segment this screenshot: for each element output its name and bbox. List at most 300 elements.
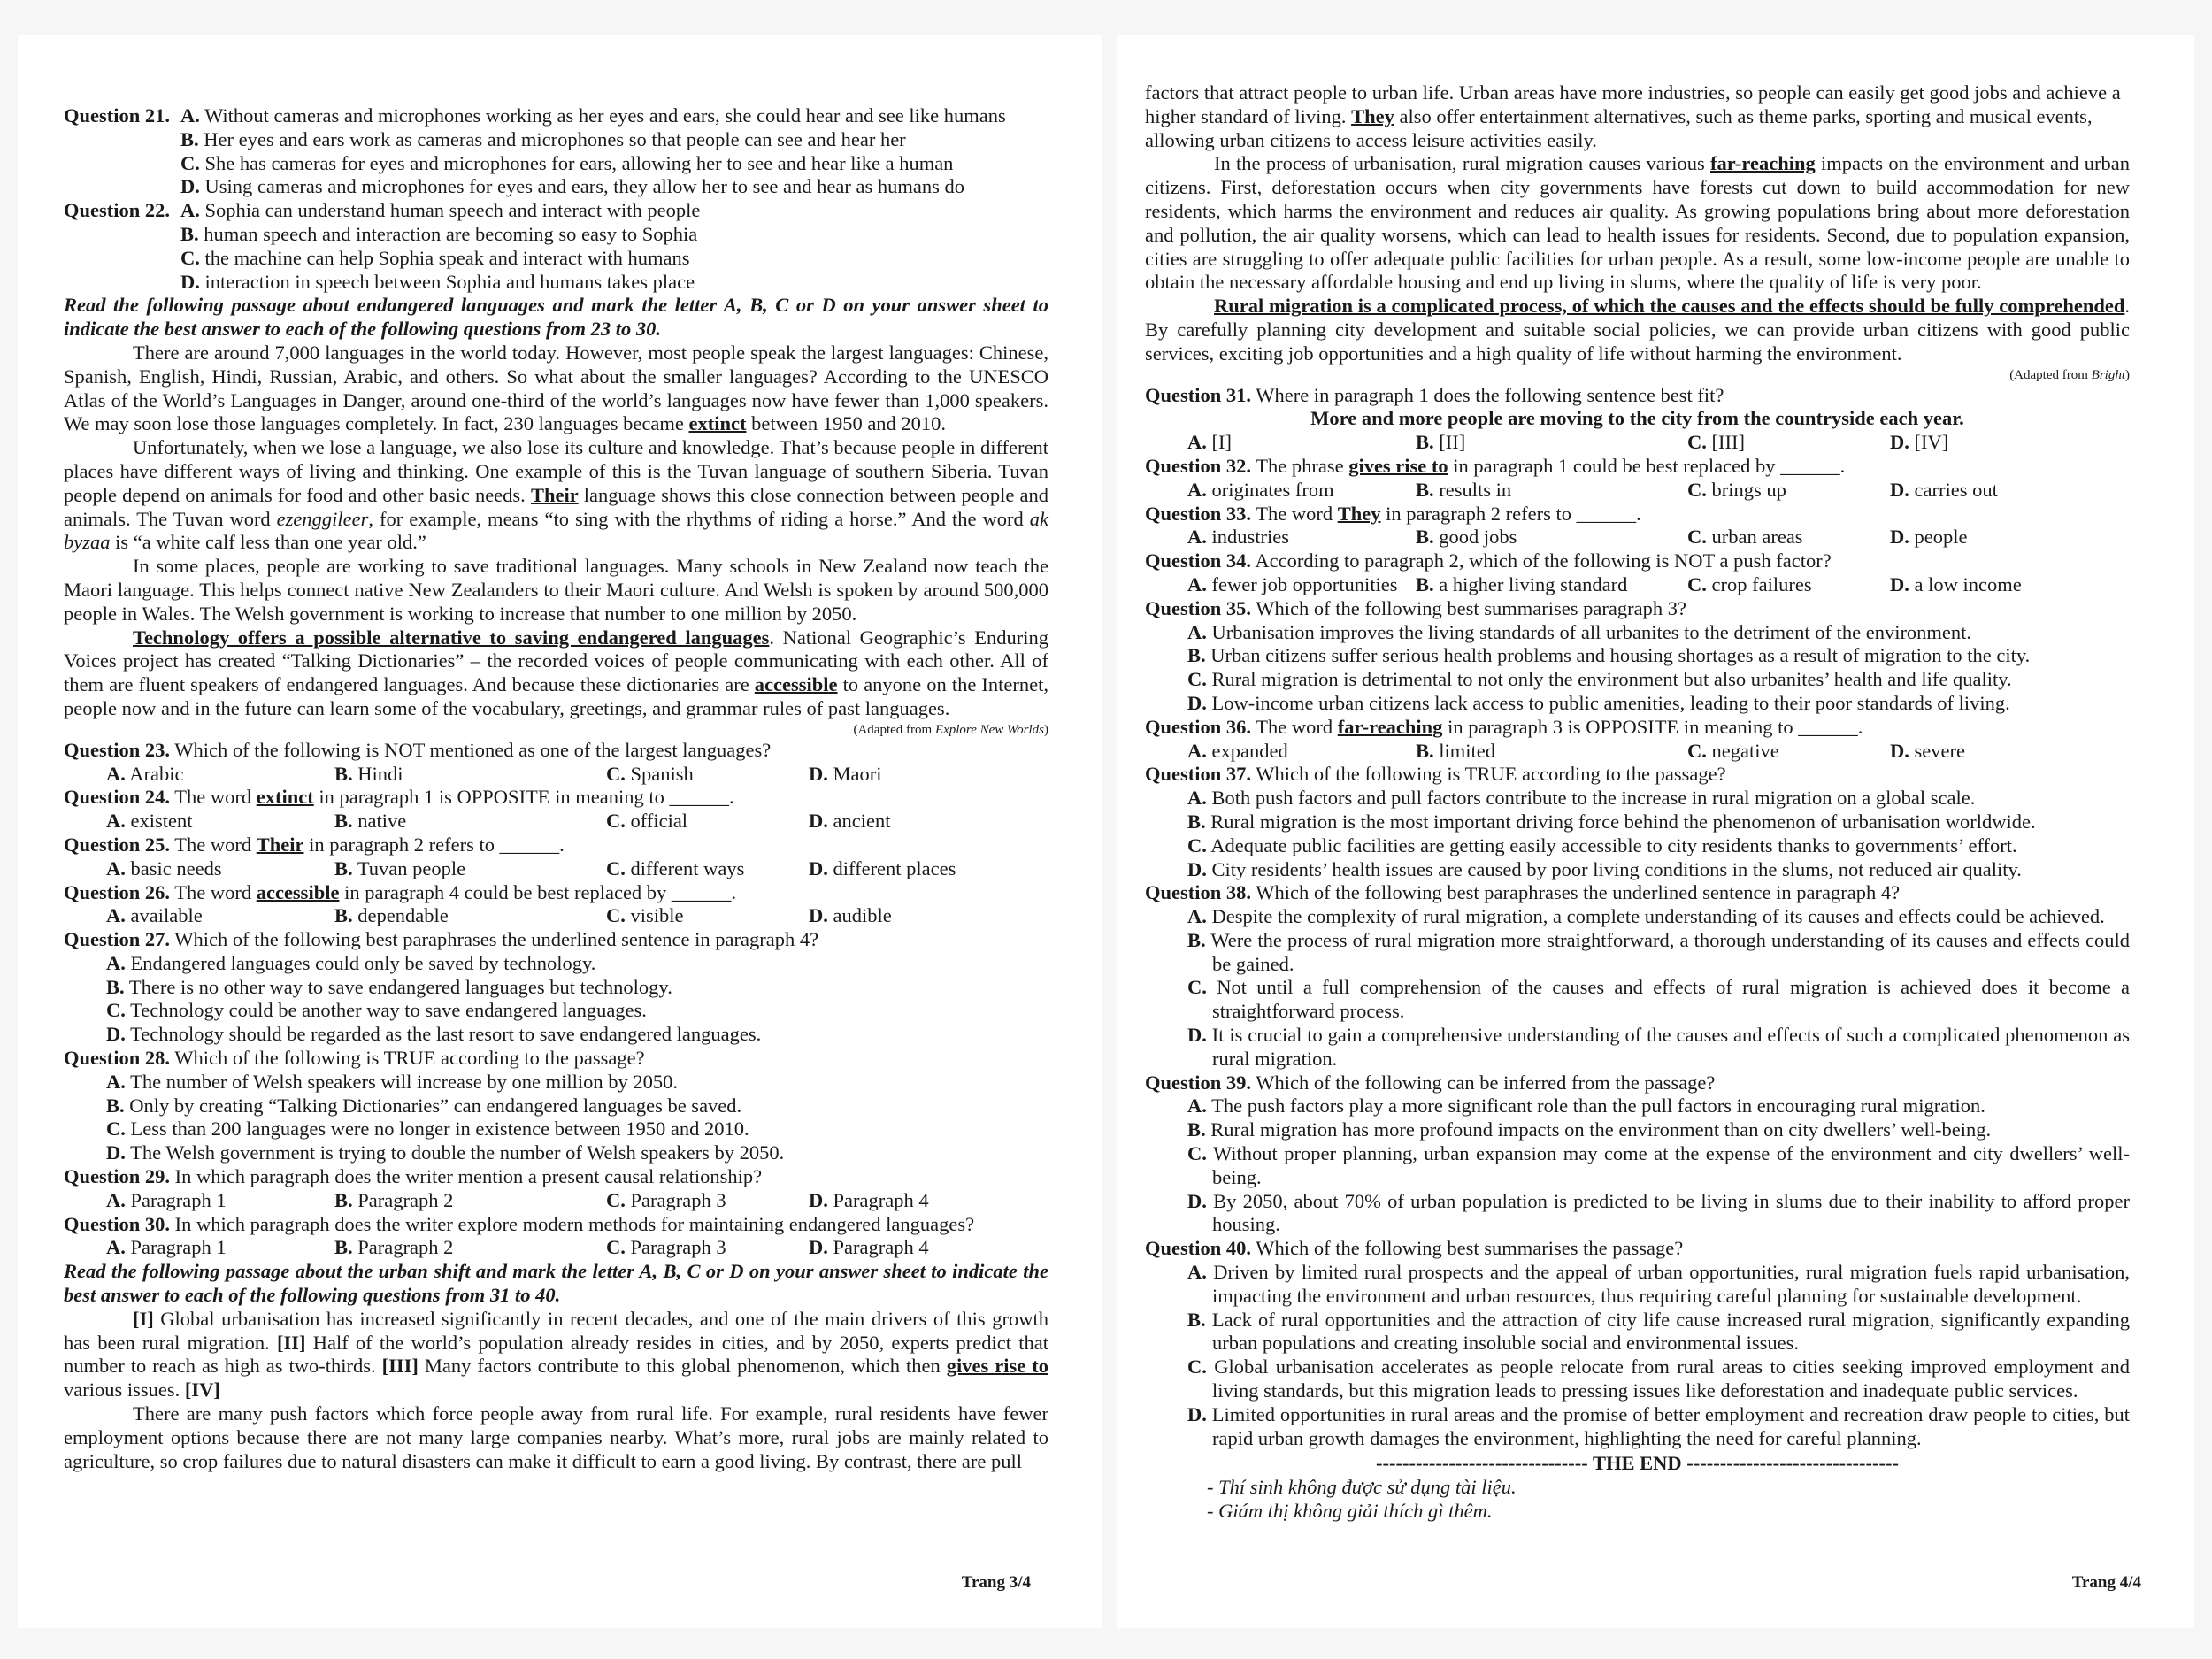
option-text: different places	[833, 856, 956, 879]
answer-options	[1145, 787, 2130, 881]
italic-term: ezenggileer	[276, 507, 369, 530]
bold-marker: [I]	[133, 1307, 154, 1330]
option-letter: A.	[1187, 478, 1207, 501]
underlined-keyword: They	[1337, 502, 1381, 525]
option-text: different ways	[630, 856, 745, 879]
answer-options	[64, 952, 1048, 1047]
question-stem	[1145, 1071, 2130, 1095]
answer-option	[1687, 479, 1786, 503]
option-text: Paragraph 4	[833, 1236, 929, 1259]
option-letter: A.	[106, 904, 126, 927]
option-letter: B.	[334, 904, 353, 927]
answer-option	[1145, 1356, 2130, 1403]
answer-option	[809, 904, 892, 928]
question-label: Question 29.	[64, 1165, 171, 1188]
option-text: The push factors play a more significant role than the pull factors in encouraging rural migration.	[1211, 1094, 1985, 1118]
option-letter: D.	[1187, 1189, 1207, 1212]
answer-option	[106, 904, 203, 928]
answer-option	[1145, 1190, 2130, 1238]
answer-option	[1187, 479, 1334, 503]
text-run: According to paragraph 2, which of the following is NOT a push factor?	[1251, 549, 1832, 572]
answer-options	[1145, 479, 2130, 503]
option-text: Her eyes and ears work as cameras and microphones so that people can see and hear her	[204, 127, 906, 150]
answer-option	[1416, 740, 1495, 764]
question-label: Question 38.	[1145, 881, 1252, 904]
text-run: Which of the following best paraphrases the underlined sentence in paragraph 4?	[170, 928, 819, 951]
option-letter: B.	[1416, 478, 1434, 501]
option-letter: A.	[180, 199, 200, 222]
option-text: Paragraph 4	[833, 1188, 929, 1211]
option-text: interaction in speech between Sophia and humans takes place	[204, 270, 695, 293]
option-text: Driven by limited rural prospects and the appeal of urban opportunities, rural migration fuels rapid urbanisation, impacting the environment and urban resources, thus requiring careful planning for sustainable development.	[1212, 1261, 2130, 1307]
option-text: crop failures	[1711, 572, 1812, 595]
option-text: Technology could be another way to save endangered languages.	[130, 999, 647, 1022]
option-letter: D.	[1890, 526, 1909, 549]
text-run: Which of the following can be inferred from the passage?	[1251, 1071, 1716, 1094]
option-text: limited	[1439, 739, 1496, 762]
answer-options	[64, 904, 1048, 928]
question-stem	[64, 833, 1048, 857]
answer-option	[1145, 929, 2130, 977]
option-text: Endangered languages could only be saved by technology.	[130, 951, 596, 974]
answer-options	[1145, 621, 2130, 716]
passage-paragraph	[64, 342, 1048, 436]
option-text: Paragraph 3	[630, 1188, 726, 1211]
option-text: dependable	[357, 904, 449, 927]
text-run: Which of the following is NOT mentioned as one of the largest languages?	[170, 738, 772, 761]
answer-options	[64, 857, 1048, 881]
underlined-keyword: Their	[530, 483, 579, 506]
answer-option	[1687, 526, 1803, 549]
answer-option	[1187, 526, 1289, 549]
question-label: Question 26.	[64, 880, 171, 903]
option-letter: C.	[606, 1236, 626, 1259]
option-text: existent	[130, 810, 193, 833]
question-label: Question 34.	[1145, 549, 1252, 572]
text-run: - Thí sinh không được sử dụng tài liệu.	[1207, 1476, 1517, 1499]
option-text: The number of Welsh speakers will increase by one million by 2050.	[130, 1070, 678, 1093]
option-letter: C.	[1687, 526, 1707, 549]
answer-option	[1145, 1403, 2130, 1451]
page-number: Trang 3/4	[961, 1573, 1031, 1592]
option-text: expanded	[1211, 739, 1288, 762]
answer-options	[1145, 905, 2130, 1071]
text-run: in paragraph 3 is OPPOSITE in meaning to ______.	[1442, 715, 1863, 738]
answer-option	[106, 1189, 227, 1213]
text-run: various issues.	[64, 1379, 185, 1402]
answer-option	[1890, 526, 1967, 549]
option-text: a higher living standard	[1439, 572, 1628, 595]
option-letter: A.	[1187, 620, 1207, 643]
option-text: Urban citizens suffer serious health problems and housing shortages as a result of migration to the city.	[1210, 644, 2031, 667]
option-text: originates from	[1211, 478, 1334, 501]
answer-option	[64, 104, 1048, 128]
answer-option	[64, 1023, 1048, 1047]
option-letter: D.	[1187, 1024, 1207, 1047]
option-letter: A.	[106, 951, 126, 974]
option-letter: A.	[1187, 572, 1207, 595]
text-run: Unfortunately, when we lose a language, we also lose its culture and knowledge. That’s because people in different places have different ways of living and thinking. One example of this is the Tuvan language of southern Siberia. Tuvan people depend on animals for food and other basic needs.	[64, 436, 1048, 506]
option-text: Were the process of rural migration more straightforward, a thorough understanding of its causes and effects could be gained.	[1210, 928, 2131, 975]
option-letter: B.	[334, 1236, 353, 1259]
question-label: Question 31.	[1145, 383, 1252, 406]
text-run: in paragraph 4 could be best replaced by ______.	[339, 880, 737, 903]
option-letter: B.	[334, 762, 353, 785]
option-text: Both push factors and pull factors contribute to the increase in rural migration on a global scale.	[1211, 787, 1976, 810]
option-text: Global urbanisation accelerates as people relocate from rural areas to cities seeking improved employment and living standards, but this migration leads to pressing issues like deforestation and inadequate public services.	[1212, 1356, 2131, 1402]
text-run: - Giám thị không giải thích gì thêm.	[1207, 1500, 1493, 1523]
answer-option	[1145, 1261, 2130, 1309]
option-text: Urbanisation improves the living standards of all urbanites to the detriment of the environment.	[1211, 620, 1972, 643]
answer-option	[1145, 834, 2130, 858]
answer-option	[106, 810, 192, 833]
option-text: Rural migration is the most important driving force behind the phenomenon of urbanisation worldwide.	[1210, 810, 2036, 833]
option-letter: A.	[1187, 905, 1207, 928]
option-letter: C.	[606, 856, 626, 879]
option-text: urban areas	[1711, 526, 1803, 549]
text-run: Which of the following is TRUE according to the passage?	[170, 1047, 645, 1070]
text-run: The word	[170, 880, 257, 903]
answer-option	[606, 857, 744, 881]
answer-option	[809, 763, 882, 787]
question-label: Question 32.	[1145, 454, 1252, 477]
option-letter: A.	[1187, 787, 1207, 810]
option-letter: B.	[1187, 928, 1206, 951]
the-end-line	[1145, 1452, 2130, 1476]
question-label: Question 23.	[64, 738, 171, 761]
option-text: [IV]	[1914, 431, 1949, 454]
passage-paragraph	[64, 555, 1048, 626]
text-run: Which of the following best summarises the passage?	[1251, 1237, 1684, 1260]
question-label: Question 39.	[1145, 1071, 1252, 1094]
option-letter: A.	[1187, 431, 1207, 454]
option-text: Paragraph 2	[357, 1236, 454, 1259]
option-letter: C.	[606, 904, 626, 927]
underlined-keyword: far-reaching	[1710, 152, 1816, 175]
option-text: Paragraph 1	[130, 1188, 227, 1211]
bold-marker: [III]	[381, 1355, 419, 1378]
option-text: Technology should be regarded as the last resort to save endangered languages.	[130, 1023, 762, 1046]
option-text: Tuvan people	[357, 856, 466, 879]
option-text: available	[130, 904, 203, 927]
answer-option	[1187, 431, 1232, 455]
answer-option	[1890, 431, 1948, 455]
answer-option	[64, 976, 1048, 1000]
page-content	[1145, 81, 2130, 1524]
text-run: In which paragraph does the writer explore modern methods for maintaining endangered languages?	[170, 1212, 975, 1235]
option-text: people	[1914, 526, 1968, 549]
option-text: City residents’ health issues are caused by poor living conditions in the slums, not reduced air quality.	[1211, 857, 2022, 880]
option-letter: A.	[106, 1236, 126, 1259]
answer-option	[1890, 479, 1998, 503]
option-text: Lack of rural opportunities and the attraction of city life cause increased rural migration, significantly expanding urban populations and creating insoluble social and environmental issues.	[1211, 1308, 2131, 1355]
answer-option	[64, 1071, 1048, 1094]
answer-option	[1145, 1309, 2130, 1356]
answer-option	[64, 999, 1048, 1023]
answer-option	[64, 1141, 1048, 1165]
question-label: Question 35.	[1145, 596, 1252, 619]
answer-option	[1890, 740, 1965, 764]
option-text: Hindi	[357, 762, 403, 785]
option-text: Maori	[833, 762, 882, 785]
italic-term: Bright	[2091, 367, 2125, 382]
text-run: The phrase	[1251, 454, 1349, 477]
answer-option	[606, 904, 684, 928]
answer-option	[64, 247, 1048, 271]
option-text: audible	[833, 904, 892, 927]
answer-option	[64, 952, 1048, 976]
option-text: official	[630, 810, 688, 833]
text-run: )	[1044, 722, 1048, 737]
underlined-keyword: Technology offers a possible alternative to saving endangered languages	[133, 626, 770, 649]
option-letter: C.	[1687, 572, 1707, 595]
option-letter: B.	[334, 856, 353, 879]
exam-note	[1145, 1476, 2130, 1500]
question-stem	[1145, 455, 2130, 479]
option-text: basic needs	[130, 856, 222, 879]
answer-option	[334, 1236, 453, 1260]
text-run: Many factors contribute to this global phenomenon, which then	[418, 1355, 947, 1378]
option-letter: C.	[1187, 976, 1207, 999]
text-run: impacts on the environment and urban citizens. First, deforestation occurs when city governments have forests cut down to build accommodation for new residents, which harms the environment and reduces air quality. As growing populations bring about more deforestation and pollution, the air quality worsens, which can lead to health issues for residents. Second, due to population expansion, cities are struggling to offer adequate public facilities for urban people. As a result, some low-income people are unable to obtain the necessary affordable housing and end up living in slums, where the quality of life is very poor.	[1145, 152, 2131, 294]
underlined-keyword: extinct	[256, 786, 314, 809]
italic-term: Explore New Worlds	[934, 722, 1044, 737]
answer-option	[64, 1094, 1048, 1118]
instructions	[64, 294, 1048, 342]
text-run: Read the following passage about the urban shift and mark the letter A, B, C or D on your answer sheet to indicate the best answer to each of the following questions from 31 to 40.	[64, 1260, 1048, 1307]
option-letter: D.	[180, 175, 200, 198]
answer-options	[1145, 1261, 2130, 1450]
answer-option	[64, 175, 1048, 199]
question-stem	[64, 1047, 1048, 1071]
text-run: Global urbanisation has increased significantly in recent decades, and one of the main drivers of this growth has been rural migration.	[64, 1307, 1048, 1354]
option-letter: B.	[1187, 1308, 1206, 1331]
answer-option	[1145, 787, 2130, 810]
answer-option	[106, 857, 222, 881]
answer-option	[1145, 1142, 2130, 1190]
text-run: Where in paragraph 1 does the following sentence best fit?	[1251, 383, 1724, 406]
answer-option	[1145, 621, 2130, 645]
page-number: Trang 4/4	[2071, 1573, 2141, 1592]
question-label: Question 24.	[64, 786, 171, 809]
option-text: human speech and interaction are becoming so easy to Sophia	[204, 222, 698, 245]
option-text: good jobs	[1439, 526, 1517, 549]
option-letter: A.	[1187, 1094, 1207, 1118]
option-letter: A.	[106, 762, 126, 785]
answer-option	[1187, 740, 1288, 764]
underlined-keyword: extinct	[688, 412, 747, 435]
text-run: Read the following passage about endangered languages and mark the letter A, B, C or D on your answer sheet to indicate the best answer to each of the following questions from 23 to 30.	[64, 294, 1048, 341]
question-stem	[64, 786, 1048, 810]
option-text: Paragraph 1	[130, 1236, 227, 1259]
answer-option	[64, 223, 1048, 247]
bold-marker: [II]	[276, 1331, 306, 1354]
bold-marker: [IV]	[184, 1379, 220, 1402]
option-text: fewer job opportunities	[1211, 572, 1398, 595]
answer-option	[606, 1236, 726, 1260]
option-text: [II]	[1439, 431, 1466, 454]
option-letter: A.	[180, 104, 200, 127]
question-stem	[64, 739, 1048, 763]
option-text: Without cameras and microphones working as her eyes and ears, she could hear and see like humans	[204, 104, 1006, 127]
text-run: in paragraph 1 could be best replaced by ______.	[1448, 454, 1846, 477]
inserted-sentence	[1145, 407, 2130, 431]
option-letter: B.	[1187, 810, 1206, 833]
answer-options	[1145, 1094, 2130, 1237]
option-letter: C.	[1687, 431, 1707, 454]
option-letter: A.	[1187, 739, 1207, 762]
answer-option	[1687, 740, 1779, 764]
option-text: Without proper planning, urban expansion may come at the expense of the environment and city dwellers’ well-being.	[1212, 1142, 2131, 1188]
answer-option	[1890, 573, 2022, 597]
option-letter: D.	[809, 1188, 828, 1211]
text-run: The word	[1251, 715, 1338, 738]
option-text: industries	[1211, 526, 1289, 549]
option-text: the machine can help Sophia speak and interact with humans	[204, 246, 690, 269]
option-letter: D.	[1187, 1402, 1207, 1425]
question-label: Question 36.	[1145, 715, 1252, 738]
answer-options	[1145, 740, 2130, 764]
option-text: brings up	[1711, 478, 1786, 501]
text-run: language shows this close connection between people and animals. The Tuvan word	[64, 483, 1049, 530]
option-text: It is crucial to gain a comprehensive understanding of the causes and effects of such a complicated phenomenon as rural migration.	[1211, 1024, 2131, 1070]
underlined-keyword: gives rise to	[1348, 454, 1448, 477]
question-label: Question 40.	[1145, 1237, 1252, 1260]
option-text: She has cameras for eyes and microphones for ears, allowing her to see and hear like a human	[204, 151, 954, 174]
text-run: , for example, means “to sing with the rhythms of riding a horse.” And the word	[368, 507, 1030, 530]
option-text: native	[357, 810, 407, 833]
answer-option	[606, 810, 687, 833]
option-letter: B.	[1416, 572, 1434, 595]
exam-note	[1145, 1500, 2130, 1524]
text-run: is “a white calf less than one year old.”	[110, 531, 426, 554]
option-letter: D.	[809, 762, 828, 785]
option-letter: A.	[106, 810, 126, 833]
option-text: Less than 200 languages were no longer in existence between 1950 and 2010.	[130, 1118, 749, 1141]
answer-option	[1145, 810, 2130, 834]
question-stem	[1145, 716, 2130, 740]
option-letter: B.	[106, 975, 125, 998]
option-letter: C.	[1187, 1356, 1207, 1379]
instructions	[64, 1260, 1048, 1308]
option-letter: C.	[606, 762, 626, 785]
option-letter: A.	[1187, 1261, 1207, 1284]
option-text: Sophia can understand human speech and interact with people	[204, 199, 701, 222]
passage-paragraph	[64, 626, 1048, 721]
option-letter: C.	[1187, 833, 1207, 856]
answer-option	[1687, 573, 1812, 597]
option-text: Arabic	[129, 762, 184, 785]
option-letter: A.	[106, 1070, 126, 1093]
answer-option	[64, 1118, 1048, 1141]
answer-option	[1145, 976, 2130, 1024]
answer-options	[1145, 526, 2130, 549]
option-text: The Welsh government is trying to double the number of Welsh speakers by 2050.	[130, 1141, 785, 1164]
text-run: The word	[170, 786, 257, 809]
option-text: [I]	[1211, 431, 1232, 454]
passage-paragraph	[1145, 152, 2130, 295]
text-run: )	[2125, 367, 2130, 382]
option-letter: D.	[1890, 572, 1909, 595]
question-label: Question 30.	[64, 1212, 171, 1235]
question-stem	[1145, 597, 2130, 621]
answer-options	[64, 763, 1048, 787]
option-text: results in	[1439, 478, 1512, 501]
underlined-keyword: accessible	[256, 880, 340, 903]
answer-option	[1145, 1024, 2130, 1071]
option-letter: D.	[180, 270, 200, 293]
question-label: Question 21.	[64, 104, 171, 127]
text-run: In the process of urbanisation, rural migration causes various	[1214, 152, 1711, 175]
page-content	[64, 104, 1048, 1473]
question-stem	[64, 1165, 1048, 1189]
text-run: between 1950 and 2010.	[746, 412, 947, 435]
answer-options	[1145, 431, 2130, 455]
text-run: More and more people are moving to the city from the countryside each year.	[1310, 407, 1964, 430]
answer-option	[809, 810, 890, 833]
underlined-keyword: They	[1351, 104, 1394, 127]
underlined-keyword: Their	[256, 833, 304, 856]
question-block	[64, 199, 1048, 294]
answer-option	[1145, 1094, 2130, 1118]
text-run: Which of the following best paraphrases the underlined sentence in paragraph 4?	[1251, 881, 1901, 904]
option-letter: D.	[809, 1236, 828, 1259]
passage-paragraph	[64, 436, 1048, 555]
question-block	[64, 104, 1048, 199]
option-letter: A.	[106, 856, 126, 879]
question-stem	[1145, 1237, 2130, 1261]
option-letter: D.	[1890, 478, 1909, 501]
option-letter: D.	[106, 1023, 126, 1046]
text-run: in paragraph 1 is OPPOSITE in meaning to ______.	[313, 786, 734, 809]
answer-option	[1145, 644, 2130, 668]
answer-option	[809, 1189, 929, 1213]
option-letter: D.	[1187, 691, 1207, 714]
answer-option	[1416, 526, 1517, 549]
option-letter: C.	[180, 246, 200, 269]
option-text: Rural migration has more profound impacts on the environment than on city dwellers’ well-being.	[1210, 1118, 1992, 1141]
option-letter: B.	[180, 222, 199, 245]
question-stem	[64, 928, 1048, 952]
option-letter: B.	[180, 127, 199, 150]
text-run: also offer entertainment alternatives, such as theme parks, sporting and musical events, allowing urban citizens to access leisure activities easily.	[1145, 104, 2093, 151]
option-text: severe	[1914, 739, 1965, 762]
option-letter: C.	[106, 1118, 126, 1141]
answer-option	[334, 763, 403, 787]
option-letter: C.	[606, 1188, 626, 1211]
answer-option	[1187, 573, 1397, 597]
option-letter: D.	[1890, 431, 1909, 454]
option-text: a low income	[1914, 572, 2022, 595]
answer-option	[1145, 668, 2130, 692]
text-run: There are around 7,000 languages in the world today. However, most people speak the largest languages: Chinese, Spanish, English, Hindi, Russian, Arabic, and others. So what about the smaller languages? According to the UNESCO Atlas of the World’s Languages in Danger, around one-third of the world’s languages now have fewer than 1,000 speakers. We may soon lose those languages completely. In fact, 230 languages became	[64, 341, 1048, 435]
option-text: By 2050, about 70% of urban population is predicted to be living in slums due to their inability to afford proper housing.	[1212, 1189, 2130, 1236]
option-text: Paragraph 3	[630, 1236, 726, 1259]
option-text: ancient	[833, 810, 891, 833]
option-letter: B.	[1416, 526, 1434, 549]
option-letter: C.	[180, 151, 200, 174]
text-run: The word	[1251, 502, 1338, 525]
text-run: -------------------------------- THE END --------------------------------	[1375, 1452, 1900, 1475]
option-letter: B.	[334, 1188, 353, 1211]
option-text: Rural migration is detrimental to not only the environment but also urbanites’ health and life quality.	[1211, 668, 2012, 691]
underlined-keyword: gives rise to	[946, 1355, 1048, 1378]
answer-option	[1145, 905, 2130, 929]
underlined-keyword: far-reaching	[1337, 715, 1443, 738]
passage-paragraph	[64, 1308, 1048, 1402]
answer-option	[334, 857, 465, 881]
option-text: Spanish	[630, 762, 694, 785]
